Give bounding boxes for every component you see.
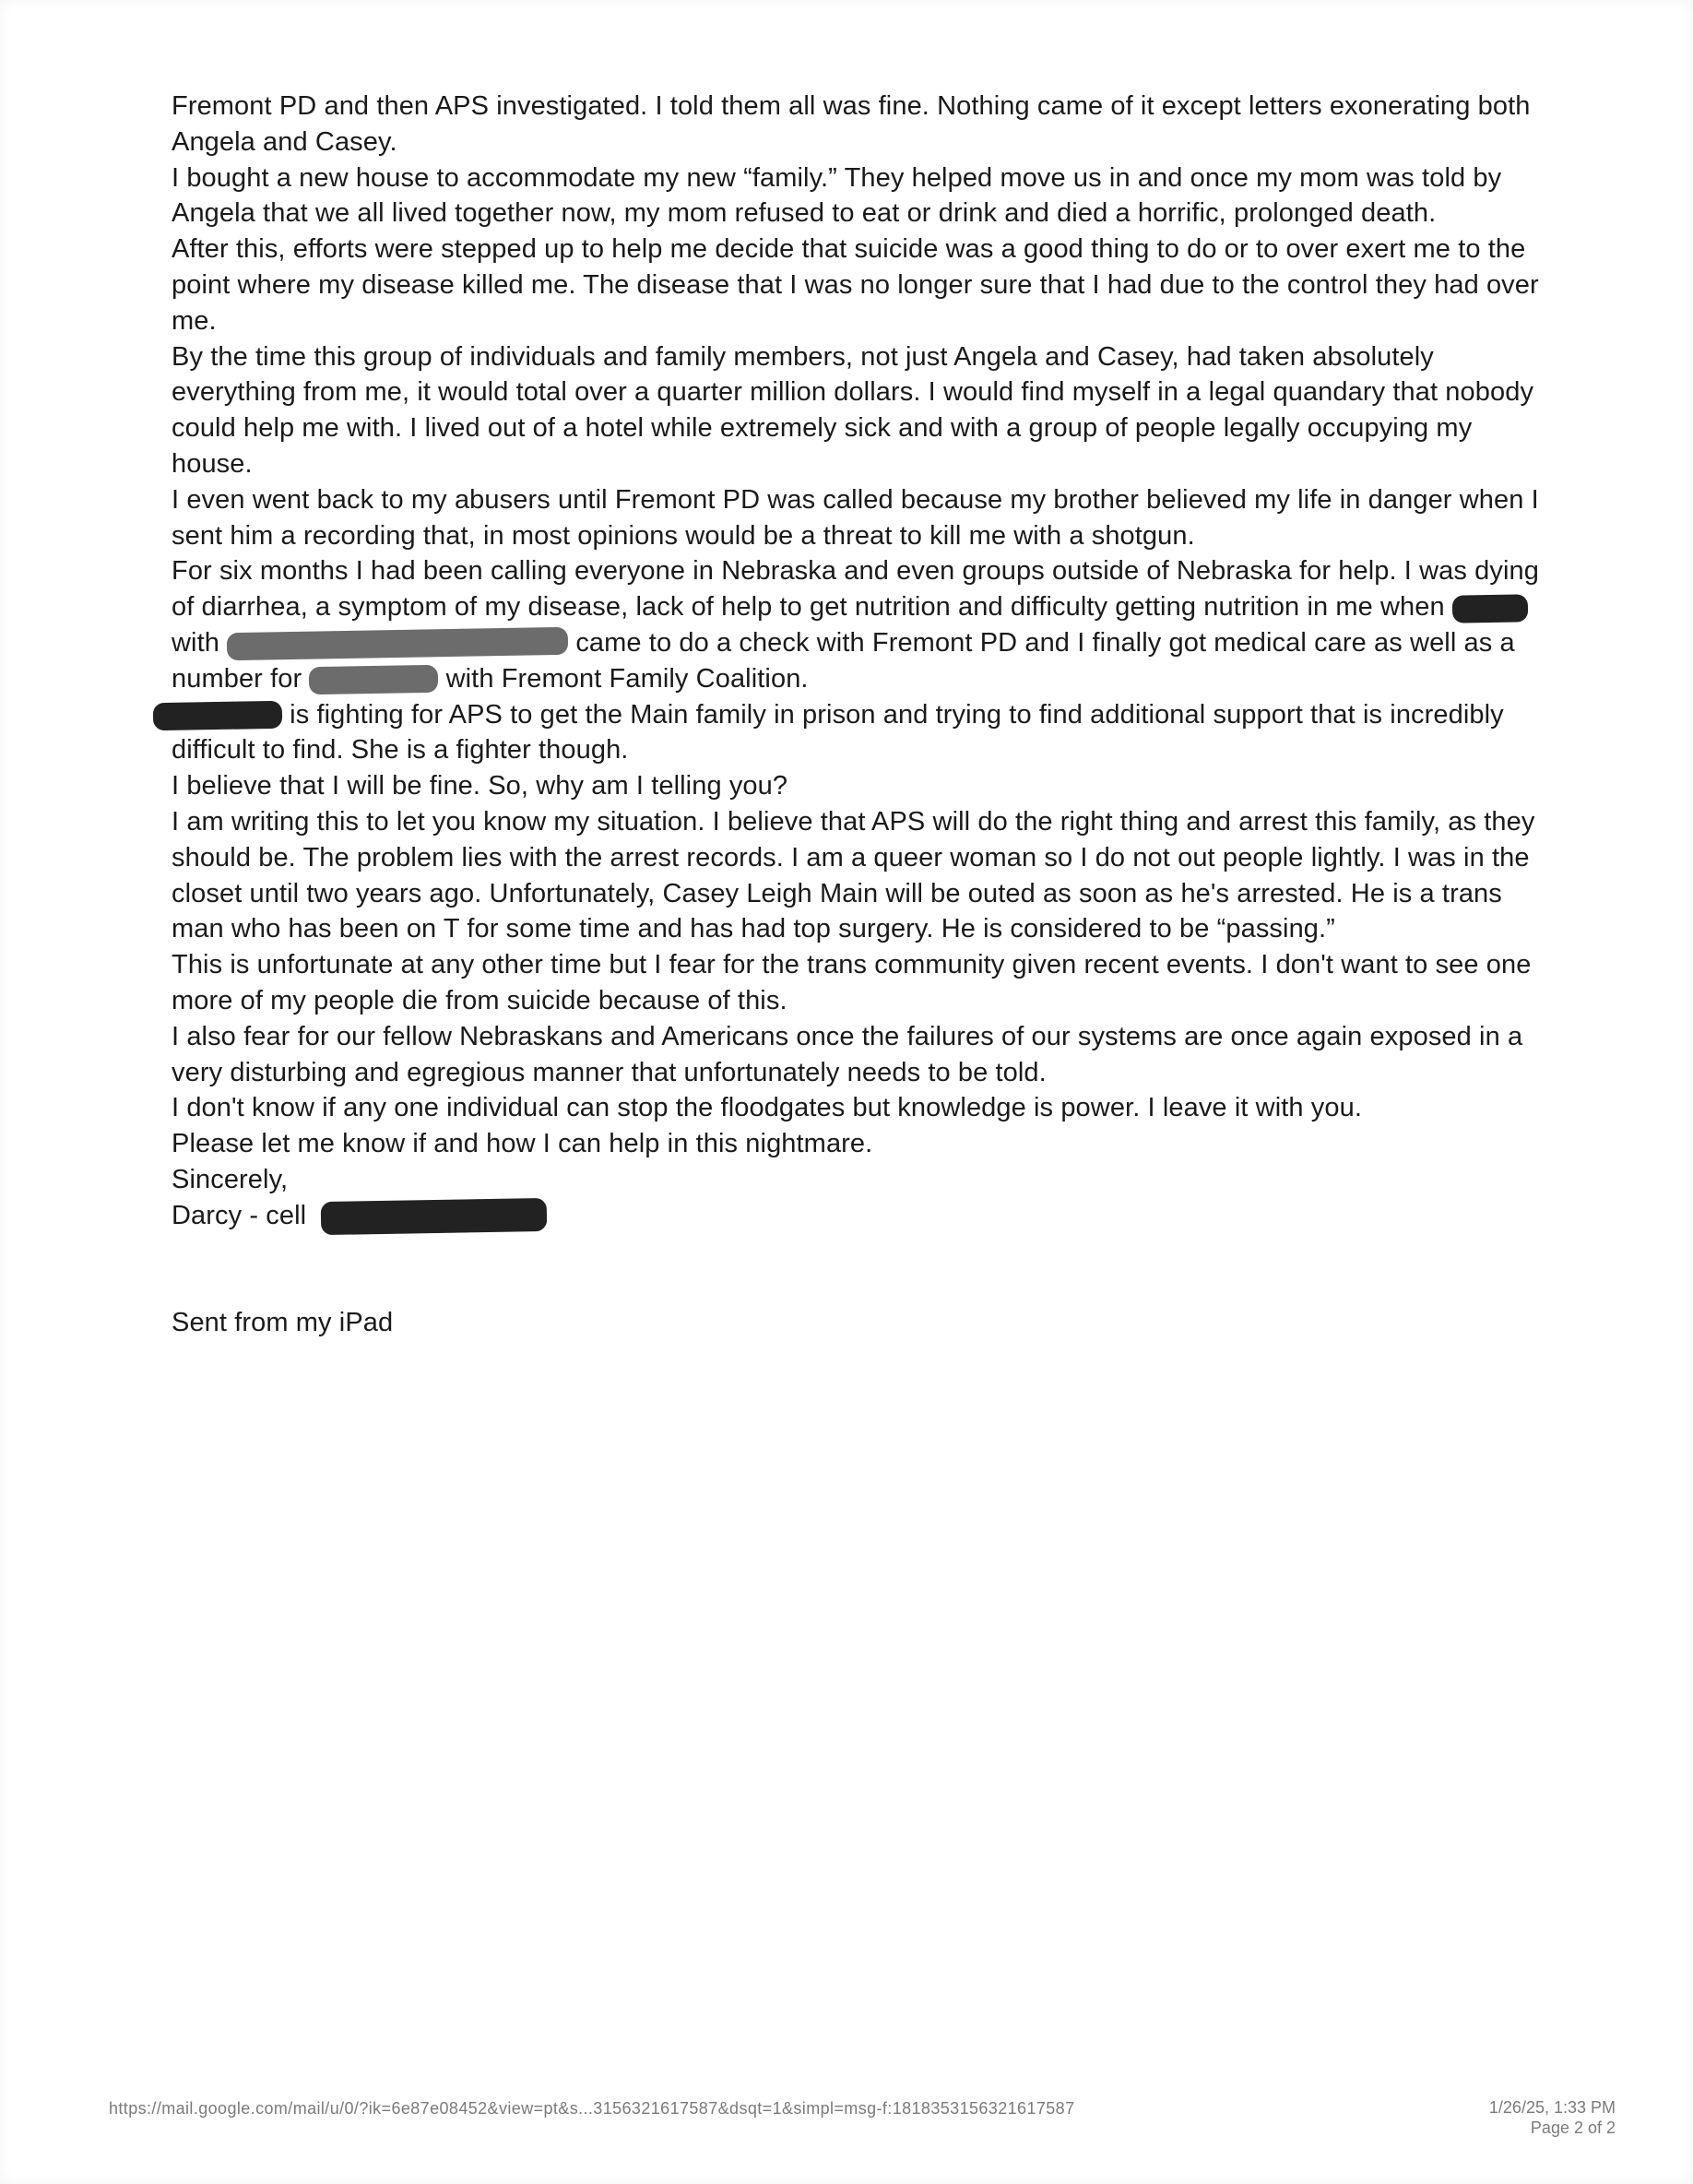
redaction-contact xyxy=(309,665,439,694)
paragraph-advocate-text: is fighting for APS to get the Main family in prison and trying to find additional support that is incredibly difficult to find. She is a fighter though. xyxy=(172,699,1504,766)
footer-timestamp: 1/26/25, 1:33 PM xyxy=(1488,2098,1616,2117)
redaction-advocate-name xyxy=(153,701,283,730)
redaction-phone-number xyxy=(321,1198,548,1235)
paragraph-trans-community: This is unfortunate at any other time but I fear for the trans community given recent events. I don't want to see one more of my people die from suicide because of this. xyxy=(172,950,1532,1015)
paragraph-abusers: I even went back to my abusers until Fremont PD was called because my brother believed my life in danger when I sent him a recording that, in most opinions would be a threat to kill me with a shotgun. xyxy=(172,484,1539,551)
paragraph-floodgates: I don't know if any one individual can stop the floodgates but knowledge is power. I leave it with you. xyxy=(172,1093,1363,1123)
paragraph-losses: By the time this group of individuals and family members, not just Angela and Casey, had taken absolutely everything from me, it would total over a quarter million dollars. I would find myself in a legal quandary that nobody could help me with. I lived out of a hotel while extremely sick and with a group of people legally occupying my house. xyxy=(172,341,1534,479)
paragraph-new-house: I bought a new house to accommodate my new “family.” They helped move us in and once my mom was told by Angela that we all lived together now, my mom refused to eat or drink and died a horrific, prolonged death. xyxy=(172,162,1502,229)
redaction-organization xyxy=(227,627,568,660)
paragraph-help-request: Please let me know if and how I can help in this nightmare. xyxy=(172,1129,873,1159)
paragraph-believe: I believe that I will be fine. So, why am I telling you? xyxy=(172,771,788,801)
paragraph-advocate xyxy=(172,697,1555,769)
paragraph-efforts: After this, efforts were stepped up to help me decide that suicide was a good thing to do or to over exert me to the point where my disease killed me. The disease that I was no longer sure that I had due to the control they had over me. xyxy=(172,234,1539,336)
signature-name: Darcy - cell xyxy=(172,1200,307,1230)
paragraph-investigation: Fremont PD and then APS investigated. I told them all was fine. Nothing came of it except letters exonerating both Angela and Casey. xyxy=(172,91,1531,157)
paragraph-six-months xyxy=(172,553,1555,696)
letter-body xyxy=(172,89,1555,1340)
paragraph-six-months-part-b: with xyxy=(172,627,219,658)
footer-url: https://mail.google.com/mail/u/0/?ik=6e87e08452&view=pt&s...3156321617587&dsqt=1&simpl=msg-f:1818353156321617587 xyxy=(109,2099,1075,2118)
paragraph-six-months-part-d: with Fremont Family Coalition. xyxy=(445,663,809,694)
sent-from: Sent from my iPad xyxy=(172,1307,394,1337)
paragraph-six-months-part-a: For six months I had been calling everyone in Nebraska and even groups outside of Nebraska for help. I was dying of diarrhea, a symptom of my disease, lack of help to get nutrition and difficulty getting nutrition in me when xyxy=(172,556,1539,623)
signature-line xyxy=(172,1198,1555,1234)
closing: Sincerely, xyxy=(172,1164,289,1194)
paragraph-six-months-part-c: came to do a check with Fremont PD and I finally got medical care as well as a number for xyxy=(172,627,1515,694)
spacer xyxy=(172,1234,1555,1305)
footer-meta xyxy=(1489,2097,1616,2138)
paragraph-fear: I also fear for our fellow Nebraskans and Americans once the failures of our systems are once again exposed in a very disturbing and egregious manner that unfortunately needs to be told. xyxy=(172,1021,1523,1087)
footer-page-number: Page 2 of 2 xyxy=(1530,2119,1616,2137)
paragraph-situation: I am writing this to let you know my situation. I believe that APS will do the right thing and arrest this family, as they should be. The problem lies with the arrest records. I am a queer woman so I do not out people lightly. I was in the closet until two years ago. Unfortunately, Casey Leigh Main will be outed as soon as he's arrested. He is a trans man who has been on T for some time and has had top surgery. He is considered to be “passing.” xyxy=(172,806,1535,944)
redaction-name xyxy=(1452,594,1529,623)
